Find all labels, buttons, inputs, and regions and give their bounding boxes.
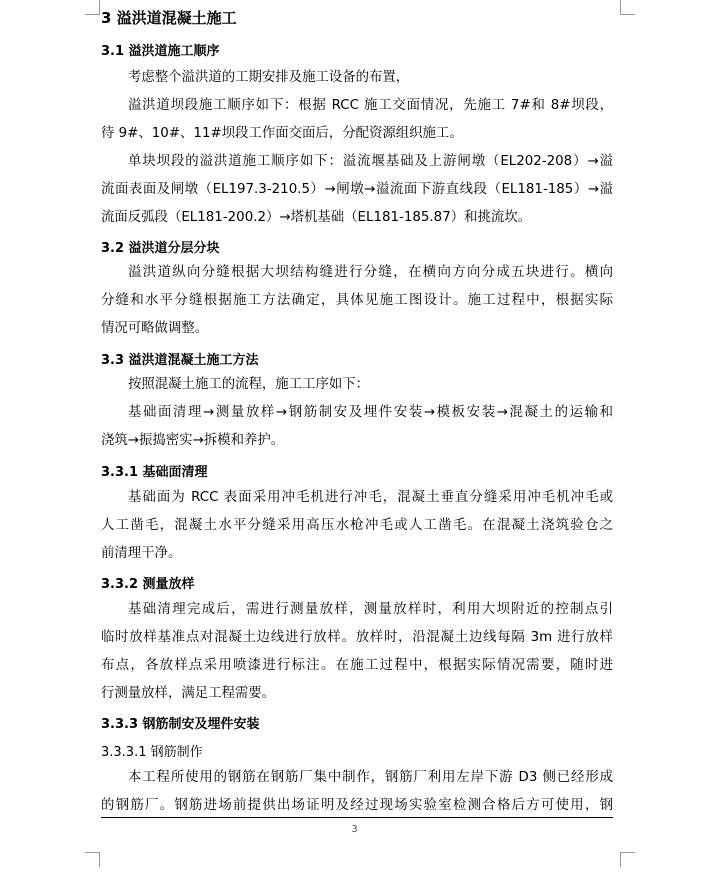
paragraph-line: 基础面为 RCC 表面采用冲毛机进行冲毛，混凝土垂直分缝采用冲毛机冲毛或 (128, 490, 613, 505)
heading-3-3-3: 3.3.3 钢筋制安及埋件安装 (101, 717, 260, 732)
heading-3-2: 3.2 溢洪道分层分块 (101, 241, 220, 256)
paragraph-line: 行测量放样，满足工程需要。 (101, 686, 276, 701)
heading-3-3: 3.3 溢洪道混凝土施工方法 (101, 353, 259, 368)
heading-3-1: 3.1 溢洪道施工顺序 (101, 44, 220, 59)
section-heading: 3 溢洪道混凝土施工 (101, 9, 237, 27)
paragraph-line: 本工程所使用的钢筋在钢筋厂集中制作，钢筋厂利用左岸下游 D3 侧已经形成 (128, 770, 613, 785)
paragraph-line: 临时放样基准点对混凝土边线进行放样。放样时，沿混凝土边线每隔 3m 进行放样 (101, 630, 613, 645)
crop-mark-bottom-right (620, 852, 635, 867)
paragraph-line: 单块坝段的溢洪道施工顺序如下：溢流堰基础及上游闸墩（EL202-208）→溢 (128, 154, 613, 169)
paragraph-line: 情况可略做调整。 (101, 321, 209, 336)
crop-mark-top-right (620, 0, 635, 15)
paragraph-line: 布点，各放样点采用喷漆进行标注。在施工过程中，根据实际情况需要，随时进 (101, 658, 613, 673)
crop-mark-top-left (85, 0, 100, 15)
paragraph-line: 人工凿毛，混凝土水平分缝采用高压水枪冲毛或人工凿毛。在混凝土浇筑验仓之 (101, 518, 613, 533)
heading-3-3-1: 3.3.1 基础面清理 (101, 465, 208, 480)
paragraph-line: 浇筑→振捣密实→拆模和养护。 (101, 433, 285, 448)
paragraph-line: 考虑整个溢洪道的工期安排及施工设备的布置， (128, 70, 410, 85)
paragraph-line: 基础清理完成后，需进行测量放样，测量放样时，利用大坝附近的控制点引 (128, 602, 613, 617)
paragraph-line: 溢洪道坝段施工顺序如下：根据 RCC 施工交面情况，先施工 7#和 8#坝段， (128, 98, 613, 113)
paragraph-line: 按照混凝土施工的流程，施工工序如下： (128, 377, 370, 392)
paragraph-line: 溢洪道纵向分缝根据大坝结构缝进行分缝，在横向方向分成五块进行。横向 (128, 265, 613, 280)
heading-3-3-2: 3.3.2 测量放样 (101, 577, 195, 592)
paragraph-line: 流面反弧段（EL181-200.2）→塔机基础（EL181-185.87）和挑流坎。 (101, 210, 532, 225)
crop-mark-bottom-left (85, 852, 100, 867)
paragraph-line: 前清理干净。 (101, 546, 182, 561)
paragraph-line: 分缝和水平分缝根据施工方法确定，具体见施工图设计。施工过程中，根据实际 (101, 293, 613, 308)
page-number: 3 (351, 824, 358, 835)
paragraph-line: 待 9#、10#、11#坝段工作面交面后，分配资源组织施工。 (101, 126, 463, 141)
heading-3-3-3-1: 3.3.3.1 钢筋制作 (101, 745, 203, 760)
footer-rule (101, 817, 613, 818)
paragraph-line: 基础面清理→测量放样→钢筋制安及埋件安装→模板安装→混凝土的运输和 (128, 405, 613, 420)
paragraph-line: 的钢筋厂。钢筋进场前提供出场证明及经过现场实验室检测合格后方可使用，钢 (101, 798, 613, 813)
paragraph-line: 流面表面及闸墩（EL197.3-210.5）→闸墩→溢流面下游直线段（EL181-185）→溢 (101, 182, 613, 197)
